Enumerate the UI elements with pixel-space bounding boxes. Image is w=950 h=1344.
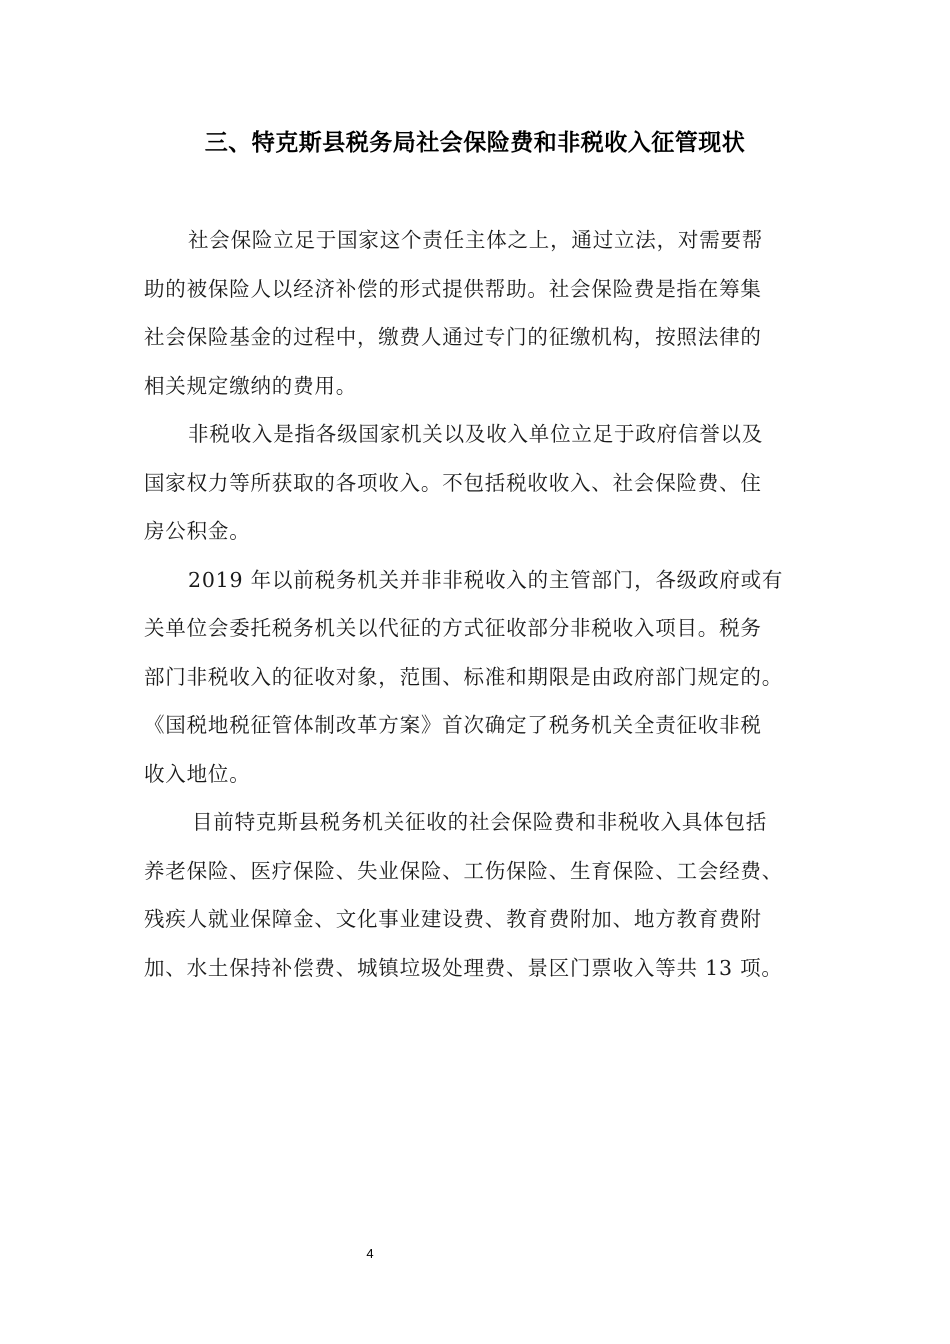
paragraph-history-2019 [144, 556, 809, 799]
paragraph-social-insurance [144, 216, 809, 410]
text-line: 收入地位。 [144, 761, 251, 786]
text-line: 国家权力等所获取的各项收入。不包括税收收入、社会保险费、住 [144, 470, 762, 495]
text-line: 房公积金。 [144, 519, 251, 543]
text-line: 社会保险基金的过程中，缴费人通过专门的征缴机构，按照法律的 [144, 325, 762, 349]
text-line: 非税收入是指各级国家机关以及收入单位立足于政府信誉以及 [188, 422, 764, 446]
text-line: 关单位会委托税务机关以代征的方式征收部分非税收入项目。税务 [144, 616, 762, 640]
text-line: 2019 年以前税务机关并非非税收入的主管部门，各级政府或有 [188, 567, 784, 592]
paragraph-current-items [144, 798, 809, 992]
text-line: 加、水土保持补偿费、城镇垃圾处理费、景区门票收入等共 13 项。 [144, 955, 783, 980]
text-line: 社会保险立足于国家这个责任主体之上，通过立法，对需要帮 [188, 228, 764, 252]
text-line: 《国税地税征管体制改革方案》首次确定了税务机关全责征收非税 [144, 713, 762, 737]
text-line: 助的被保险人以经济补偿的形式提供帮助。社会保险费是指在筹集 [144, 276, 762, 301]
text-line: 目前特克斯县税务机关征收的社会保险费和非税收入具体包括 [192, 810, 768, 834]
page-number: 4 [366, 1246, 374, 1261]
body-text [144, 216, 809, 992]
text-line: 部门非税收入的征收对象，范围、标准和期限是由政府部门规定的。 [144, 664, 783, 689]
paragraph-non-tax-revenue [144, 410, 809, 556]
text-line: 相关规定缴纳的费用。 [144, 373, 357, 398]
text-line: 养老保险、医疗保险、失业保险、工伤保险、生育保险、工会经费、 [144, 858, 783, 883]
text-line: 残疾人就业保障金、文化事业建设费、教育费附加、地方教育费附 [144, 907, 762, 931]
section-heading: 三、特克斯县税务局社会保险费和非税收入征管现状 [204, 130, 746, 156]
